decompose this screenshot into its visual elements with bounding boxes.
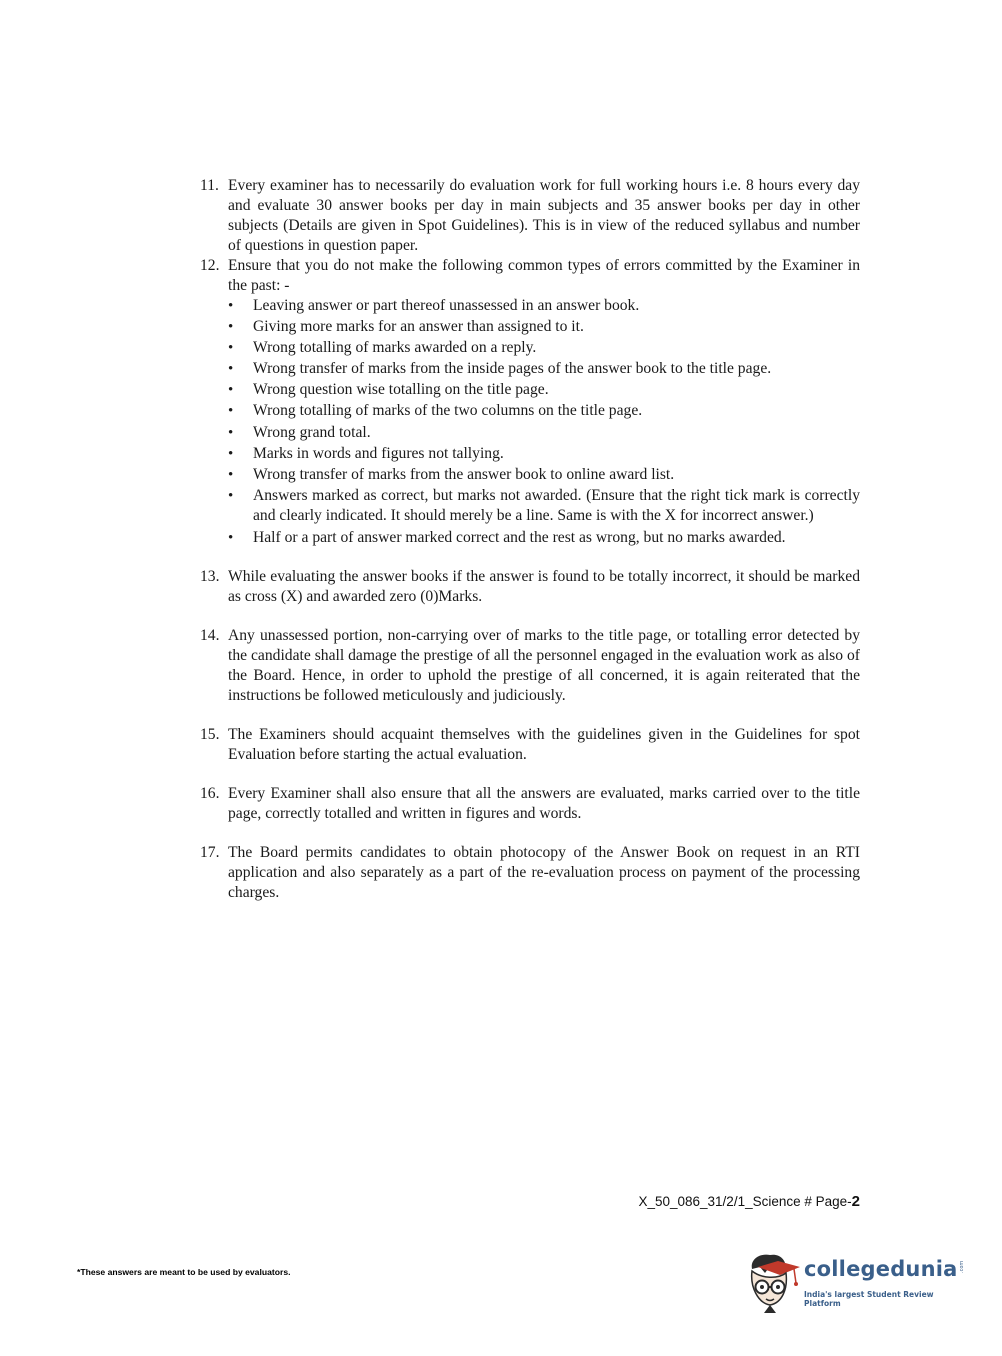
instruction-item-14	[200, 626, 860, 706]
item-number: 16.	[200, 785, 220, 803]
instruction-item-16	[200, 784, 860, 824]
instructions-list	[200, 176, 860, 903]
item-text: Any unassessed portion, non-carrying over of marks to the title page, or totalling error detected by the candidate shall damage the prestige of all the personnel engaged in the evaluation work as also of the Board. Hence, in order to uphold the prestige of all concerned, it is again reiterated that the instructions be followed meticulously and judiciously.	[228, 627, 860, 705]
mascot-icon	[740, 1247, 802, 1317]
instruction-item-15	[200, 725, 860, 765]
instruction-item-11	[200, 176, 860, 256]
evaluator-footnote: *These answers are meant to be used by evaluators.	[77, 1267, 291, 1277]
error-bullet: • Wrong totalling of marks awarded on a reply.	[228, 338, 860, 359]
error-bullet: • Leaving answer or part thereof unassessed in an answer book.	[228, 296, 860, 317]
instruction-item-12	[200, 256, 860, 548]
page-code: X_50_086_31/2/1_Science # Page-	[638, 1194, 852, 1209]
item-number: 12.	[200, 257, 220, 274]
error-bullet: • Giving more marks for an answer than assigned to it.	[228, 317, 860, 338]
item-number: 13.	[200, 568, 220, 586]
item-number: 14.	[200, 627, 220, 645]
common-errors-list	[200, 296, 860, 548]
logo-wordmark: collegedunia	[804, 1257, 958, 1281]
logo-suffix: .com	[959, 1260, 965, 1273]
collegedunia-logo	[740, 1247, 970, 1317]
error-bullet: • Wrong grand total.	[228, 423, 860, 444]
error-bullet: • Half or a part of answer marked correct and the rest as wrong, but no marks awarded.	[228, 528, 860, 549]
item-text: While evaluating the answer books if the answer is found to be totally incorrect, it should be marked as cross (X) and awarded zero (0)Marks.	[228, 568, 860, 606]
error-bullet: • Answers marked as correct, but marks not awarded. (Ensure that the right tick mark is correctly and clearly indicated. It should merely be a line. Same is with the X for incorrect answer.)	[228, 486, 860, 527]
error-bullet: • Marks in words and figures not tallying.	[228, 444, 860, 465]
item-text: Every examiner has to necessarily do evaluation work for full working hours i.e. 8 hours every day and evaluate 30 answer books per day in main subjects and 35 answer books per day in other subjects (Details are given in Spot Guidelines). This is in view of the reduced syllabus and number of questions in question paper.	[228, 177, 860, 254]
item-number: 17.	[200, 844, 220, 862]
item-text: Every Examiner shall also ensure that all the answers are evaluated, marks carried over to the title page, correctly totalled and written in figures and words.	[228, 785, 860, 823]
error-bullet: • Wrong transfer of marks from the answer book to online award list.	[228, 465, 860, 486]
item-number: 11.	[200, 177, 219, 194]
logo-tagline: India's largest Student Review Platform	[804, 1290, 934, 1308]
page-number: 2	[851, 1193, 860, 1210]
page-number-label	[638, 1193, 860, 1210]
item-number: 15.	[200, 726, 220, 744]
item-text: The Board permits candidates to obtain photocopy of the Answer Book on request in an RTI application and also separately as a part of the re-evaluation process on payment of the processing charges.	[228, 844, 860, 902]
error-bullet: • Wrong transfer of marks from the inside pages of the answer book to the title page.	[228, 359, 860, 380]
item-text: Ensure that you do not make the following common types of errors committed by the Examiner in the past: -	[228, 257, 860, 294]
instruction-item-13	[200, 567, 860, 607]
instruction-item-17	[200, 843, 860, 903]
error-bullet: • Wrong question wise totalling on the title page.	[228, 380, 860, 401]
item-intro	[200, 256, 860, 296]
error-bullet: • Wrong totalling of marks of the two columns on the title page.	[228, 401, 860, 422]
item-text: The Examiners should acquaint themselves with the guidelines given in the Guidelines for spot Evaluation before starting the actual evaluation.	[228, 726, 860, 764]
